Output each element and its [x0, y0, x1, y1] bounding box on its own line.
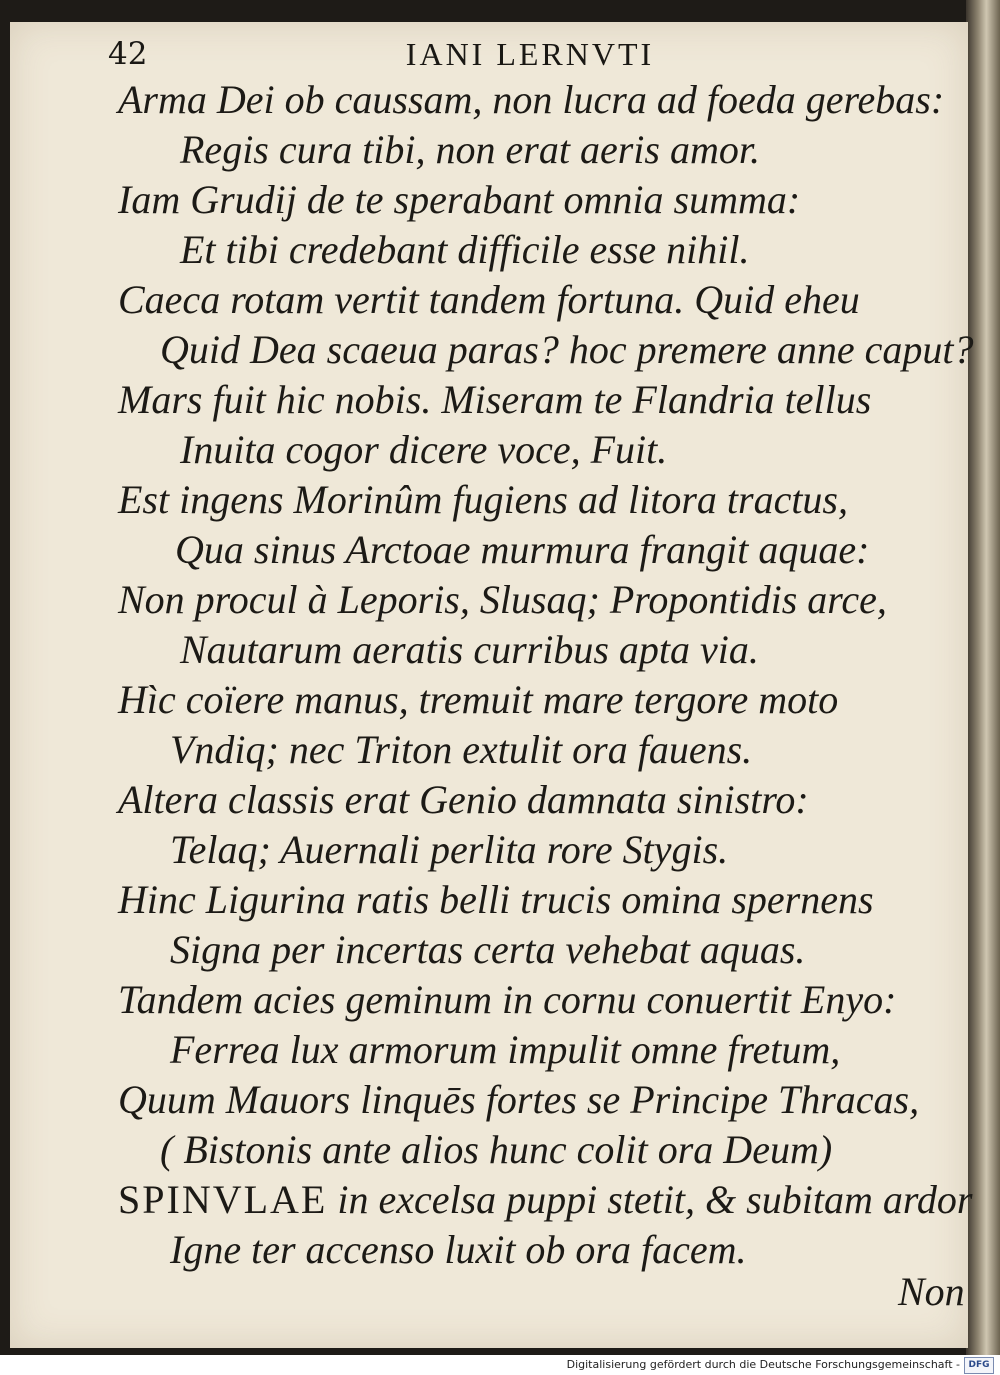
verse-line: Arma Dei ob caussam, non lucra ad foeda gerebas: [118, 77, 945, 122]
verse-line: Vndiq; nec Triton extulit ora fauens. [170, 727, 753, 772]
verse-line: Inuita cogor dicere voce, Fuit. [180, 427, 668, 472]
name-spinulae: SPINVLAE [118, 1177, 328, 1222]
dfg-logo-icon: DFG [964, 1357, 994, 1374]
verse-line: Est ingens Morinûm fugiens ad litora tractus, [118, 477, 848, 522]
page-number: 42 [108, 36, 148, 72]
verse-line: Signa per incertas certa vehebat aquas. [170, 927, 806, 972]
verse-line: Igne ter accenso luxit ob ora facem. [170, 1227, 747, 1272]
book-edge [966, 0, 1000, 1355]
verse-line: Qua sinus Arctoae murmura frangit aquae: [175, 527, 870, 572]
verse-line: Non procul à Leporis, Slusaq; Propontidis arce, [118, 577, 887, 622]
verse-line: Tandem acies geminum in cornu conuertit Enyo: [118, 977, 897, 1022]
verse-line: Iam Grudij de te sperabant omnia summa: [118, 177, 801, 222]
verse-line: Nautarum aeratis curribus apta via. [180, 627, 759, 672]
verse-line: Ferrea lux armorum impulit omne fretum, [170, 1027, 841, 1072]
verse-line: ( Bistonis ante alios hunc colit ora Deum) [160, 1127, 833, 1172]
funding-credit: Digitalisierung gefördert durch die Deutsche Forschungsgemeinschaft - [566, 1358, 960, 1371]
verse-line: Regis cura tibi, non erat aeris amor. [180, 127, 760, 172]
verse-line: Hinc Ligurina ratis belli trucis omina spernens [118, 877, 874, 922]
verse-line: Altera classis erat Genio damnata sinistro: [118, 777, 809, 822]
verse-line: Mars fuit hic nobis. Miseram te Flandria tellus [118, 377, 872, 422]
verse-line: Hìc coïere manus, tremuit mare tergore moto [118, 677, 839, 722]
page-header [0, 36, 1000, 76]
verse-continuation: in excelsa puppi stetit, & subitam ardor [337, 1177, 973, 1222]
verse-line: Caeca rotam vertit tandem fortuna. Quid eheu [118, 277, 860, 322]
running-head: IANI LERNVTI [405, 36, 655, 72]
verse-line: Et tibi credebant difficile esse nihil. [180, 227, 750, 272]
catchword: Non [898, 1269, 965, 1314]
verse-line: Telaq; Auernali perlita rore Stygis. [170, 827, 729, 872]
verse-line: Quid Dea scaeua paras? hoc premere anne caput? [160, 327, 974, 372]
verse-line: Quum Mauors linquēs fortes se Principe Thracas, [118, 1077, 920, 1122]
footer [0, 1355, 1000, 1375]
verse-line [118, 1176, 972, 1223]
